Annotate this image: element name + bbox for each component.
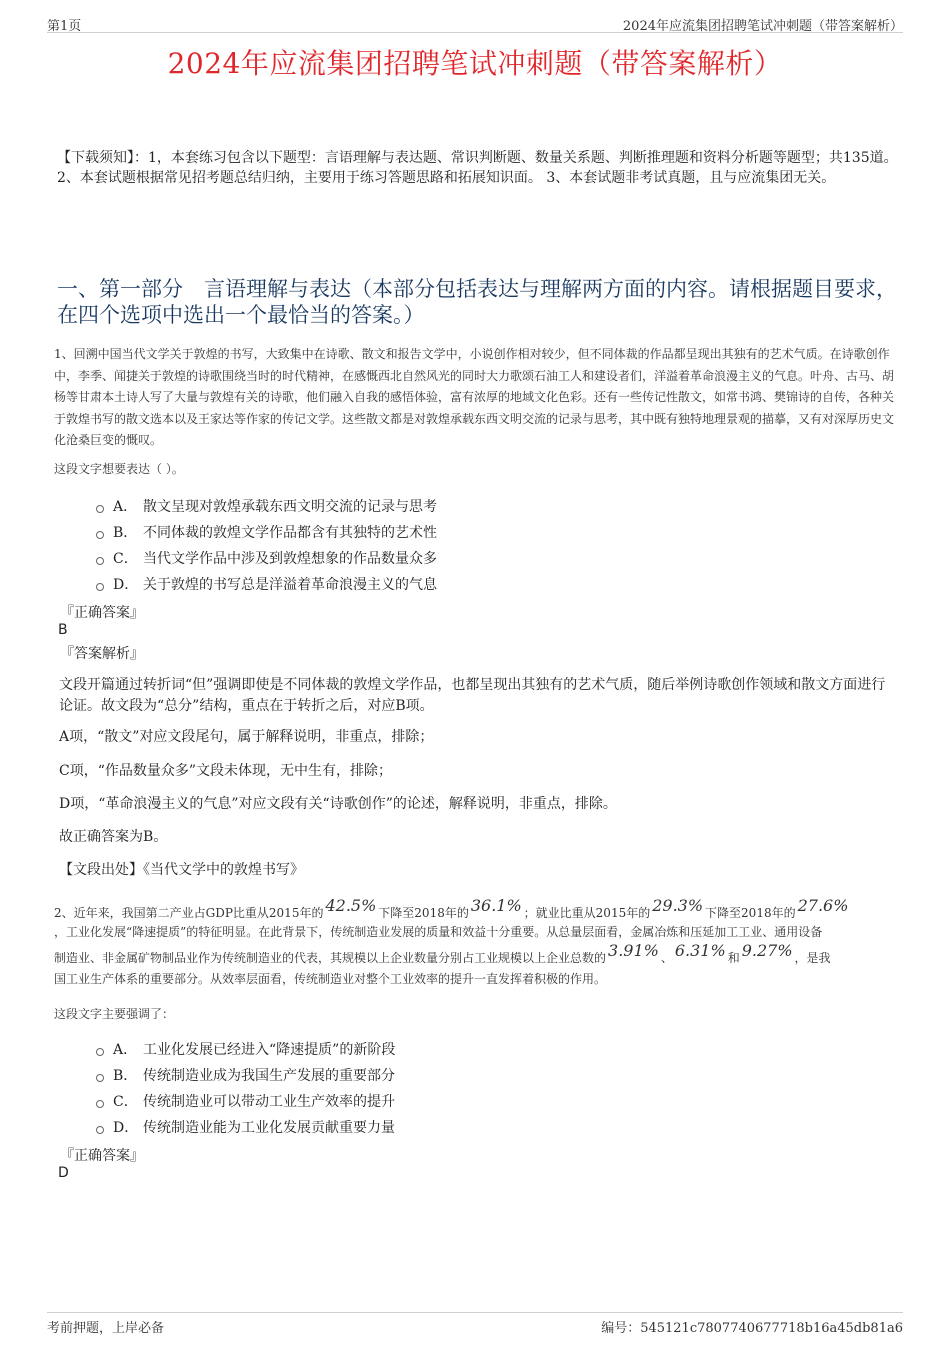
analysis-option-c: C项，“作品数量众多”文段未体现，无中生有，排除； [59,763,393,779]
answer-value: D [58,1165,69,1181]
question-2-line-3: 制造业、非金属矿物制品业作为传统制造业的代表，其规模以上企业数量分别占工业规模以上企业总数的 3.91% 、 6.31% 和 9.27% ，是我 [54,941,831,965]
analysis-source: 【文段出处】《当代文学中的敦煌书写》 [59,862,304,878]
radio-icon[interactable] [96,1100,104,1108]
page-number: 第1页 [47,19,82,34]
option-c[interactable]: C． 当代文学作品中涉及到敦煌想象的作品数量众多 [96,545,437,571]
option-d[interactable]: D． 传统制造业能为工业化发展贡献重要力量 [96,1114,395,1140]
answer-value: B [58,622,68,638]
radio-icon[interactable] [96,1126,104,1134]
analysis-option-d: D项，“革命浪漫主义的气息”对应文段有关“诗歌创作”的论述，解释说明，非重点，排除。 [59,796,617,812]
footer-slogan: 考前押题，上岸必备 [47,1321,165,1336]
question-2-options [96,1036,395,1140]
analysis-conclusion: 故正确答案为B。 [59,829,168,845]
analysis-label: 『答案解析』 [60,646,144,662]
radio-icon[interactable] [96,1074,104,1082]
radio-icon[interactable] [96,583,104,591]
analysis-paragraph: 文段开篇通过转折词“但”强调即使是不同体裁的敦煌文学作品，也都呈现出其独有的艺术气质，随后举例诗歌创作领域和散文方面进行论证。故文段为“总分”结构，重点在于转折之后，对应B项。 [59,677,886,714]
question-1-options [96,493,437,597]
option-b[interactable]: B． 不同体裁的敦煌文学作品都含有其独特的艺术性 [96,519,437,545]
answer-label: 『正确答案』 [60,605,144,621]
download-notice: 【下载须知】：1，本套练习包含以下题型：言语理解与表达题、常识判断题、数量关系题、判断推理题和资料分析题等题型；共135道。 2、本套试题根据常见招考题总结归纳，主要用于练习答题思路和拓展知识面。 3、本套试题非考试真题，且与应流集团无关。 [57,150,898,186]
radio-icon[interactable] [96,557,104,565]
header-doc-title: 2024年应流集团招聘笔试冲刺题（带答案解析） [622,19,903,34]
question-2-line-4: 国工业生产体系的重要部分。从效率层面看，传统制造业对整个工业效率的提升一直发挥着积极的作用。 [54,972,607,986]
question-1-ask: 这段文字想要表达（ ）。 [54,462,184,476]
document-title: 2024年应流集团招聘笔试冲刺题（带答案解析） [167,47,783,80]
page-header [47,12,903,33]
question-2-ask: 这段文字主要强调了： [54,1007,175,1021]
analysis-option-a: A项，“散文”对应文段尾句，属于解释说明，非重点，排除； [59,729,434,745]
option-b[interactable]: B． 传统制造业成为我国生产发展的重要部分 [96,1062,395,1088]
answer-label: 『正确答案』 [60,1148,144,1164]
radio-icon[interactable] [96,505,104,513]
page-footer [47,1312,903,1336]
question-2-line-2: ，工业化发展“降速提质”的特征明显。在此背景下，传统制造业发展的质量和效益十分重要。从总量层面看，金属冶炼和压延加工工业、通用设备 [54,925,823,939]
option-c[interactable]: C． 传统制造业可以带动工业生产效率的提升 [96,1088,395,1114]
footer-serial: 编号：545121c7807740677718b16a45db81a6 [601,1321,903,1336]
section-title: 一、第一部分 言语理解与表达（本部分包括表达与理解两方面的内容。请根据题目要求，在四个选项中选出一个最恰当的答案。） [57,277,897,327]
question-2-line-1: 2、近年来，我国第二产业占GDP比重从2015年的 42.5% 下降至2018年的 36.1% ；就业比重从2015年的 29.3% 下降至2018年的 27.6% [54,896,849,920]
question-1-text: 1、回溯中国当代文学关于敦煌的书写，大致集中在诗歌、散文和报告文学中，小说创作相对较少，但不同体裁的作品都呈现出其独有的艺术气质。在诗歌创作中，李季、闻捷关于敦煌的诗歌围绕当时的时代精神，在感慨西北自然风光的同时大力歌颂石油工人和建设者们，洋溢着革命浪漫主义的气息。叶舟、古马、胡杨等甘肃本土诗人写了大量与敦煌有关的诗歌，他们融入自我的感悟体验，富有浓厚的地域文化色彩。还有一些传记性散文，如常书鸿、樊锦诗的自传，各种关于敦煌书写的散文选本以及王家达等作家的传记文学。这些散文都是对敦煌承载东西文明交流的记录与思考，其中既有独特地理景观的描摹，又有对深厚历史文化沧桑巨变的慨叹。 [54,347,895,447]
option-a[interactable]: A． 散文呈现对敦煌承载东西文明交流的记录与思考 [96,493,437,519]
option-d[interactable]: D． 关于敦煌的书写总是洋溢着革命浪漫主义的气息 [96,571,437,597]
radio-icon[interactable] [96,1048,104,1056]
radio-icon[interactable] [96,531,104,539]
option-a[interactable]: A． 工业化发展已经进入“降速提质”的新阶段 [96,1036,395,1062]
